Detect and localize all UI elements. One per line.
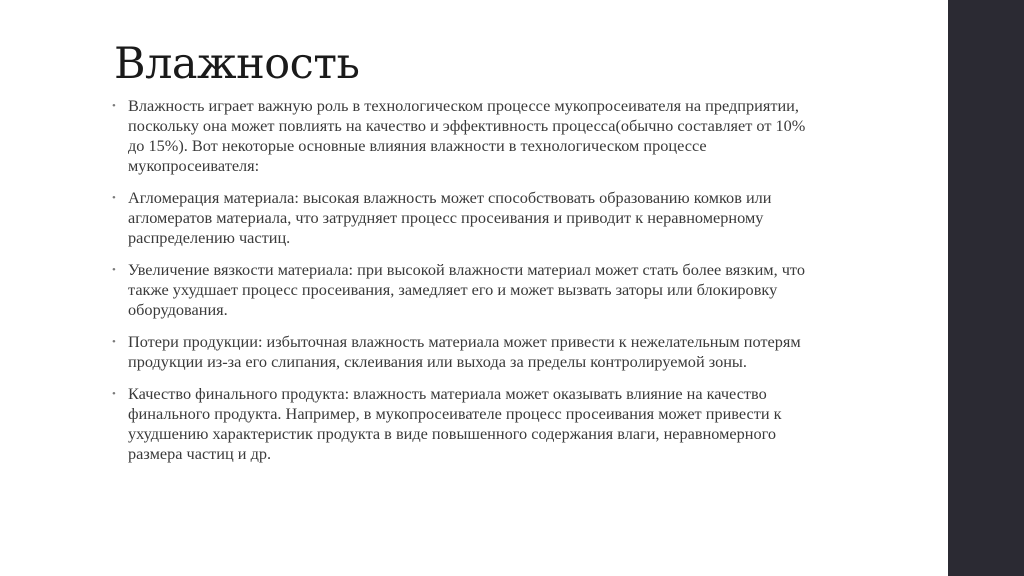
bullet-item: [112, 260, 824, 320]
side-accent-bar: [948, 0, 1024, 576]
bullet-text: Увеличение вязкости материала: при высокой влажности материал может стать более вязким, что также ухудшает процесс просеивания, замедляет его и может вызвать заторы или блокировку оборудования.: [128, 260, 805, 319]
bullet-marker: •: [112, 100, 116, 112]
bullet-text: Качество финального продукта: влажность материала может оказывать влияние на качество финального продукта. Например, в мукопросеивателе процесс просеивания может привести к ухудшению характеристик продукта в виде повышенного содержания влаги, неравномерного размера частиц и др.: [128, 384, 782, 463]
bullet-text: Влажность играет важную роль в технологическом процессе мукопросеивателя на предприятии, поскольку она может повлиять на качество и эффективность процесса(обычно составляет от 10% до 15%). Вот некоторые основные влияния влажности в технологическом процессе мукопросеивателя:: [128, 96, 806, 175]
bullet-marker: •: [112, 264, 116, 276]
bullet-item: [112, 332, 824, 372]
bullet-item: [112, 384, 824, 464]
bullet-marker: •: [112, 388, 116, 400]
bullet-list: [112, 96, 824, 476]
slide-title: Влажность: [114, 39, 360, 89]
bullet-text: Агломерация материала: высокая влажность может способствовать образованию комков или агломератов материала, что затрудняет процесс просеивания и приводит к неравномерному распределению частиц.: [128, 188, 772, 247]
bullet-item: [112, 96, 824, 176]
bullet-marker: •: [112, 336, 116, 348]
bullet-text: Потери продукции: избыточная влажность материала может привести к нежелательным потерям продукции из-за его слипания, склеивания или выхода за пределы контролируемой зоны.: [128, 332, 801, 371]
bullet-item: [112, 188, 824, 248]
bullet-marker: •: [112, 192, 116, 204]
